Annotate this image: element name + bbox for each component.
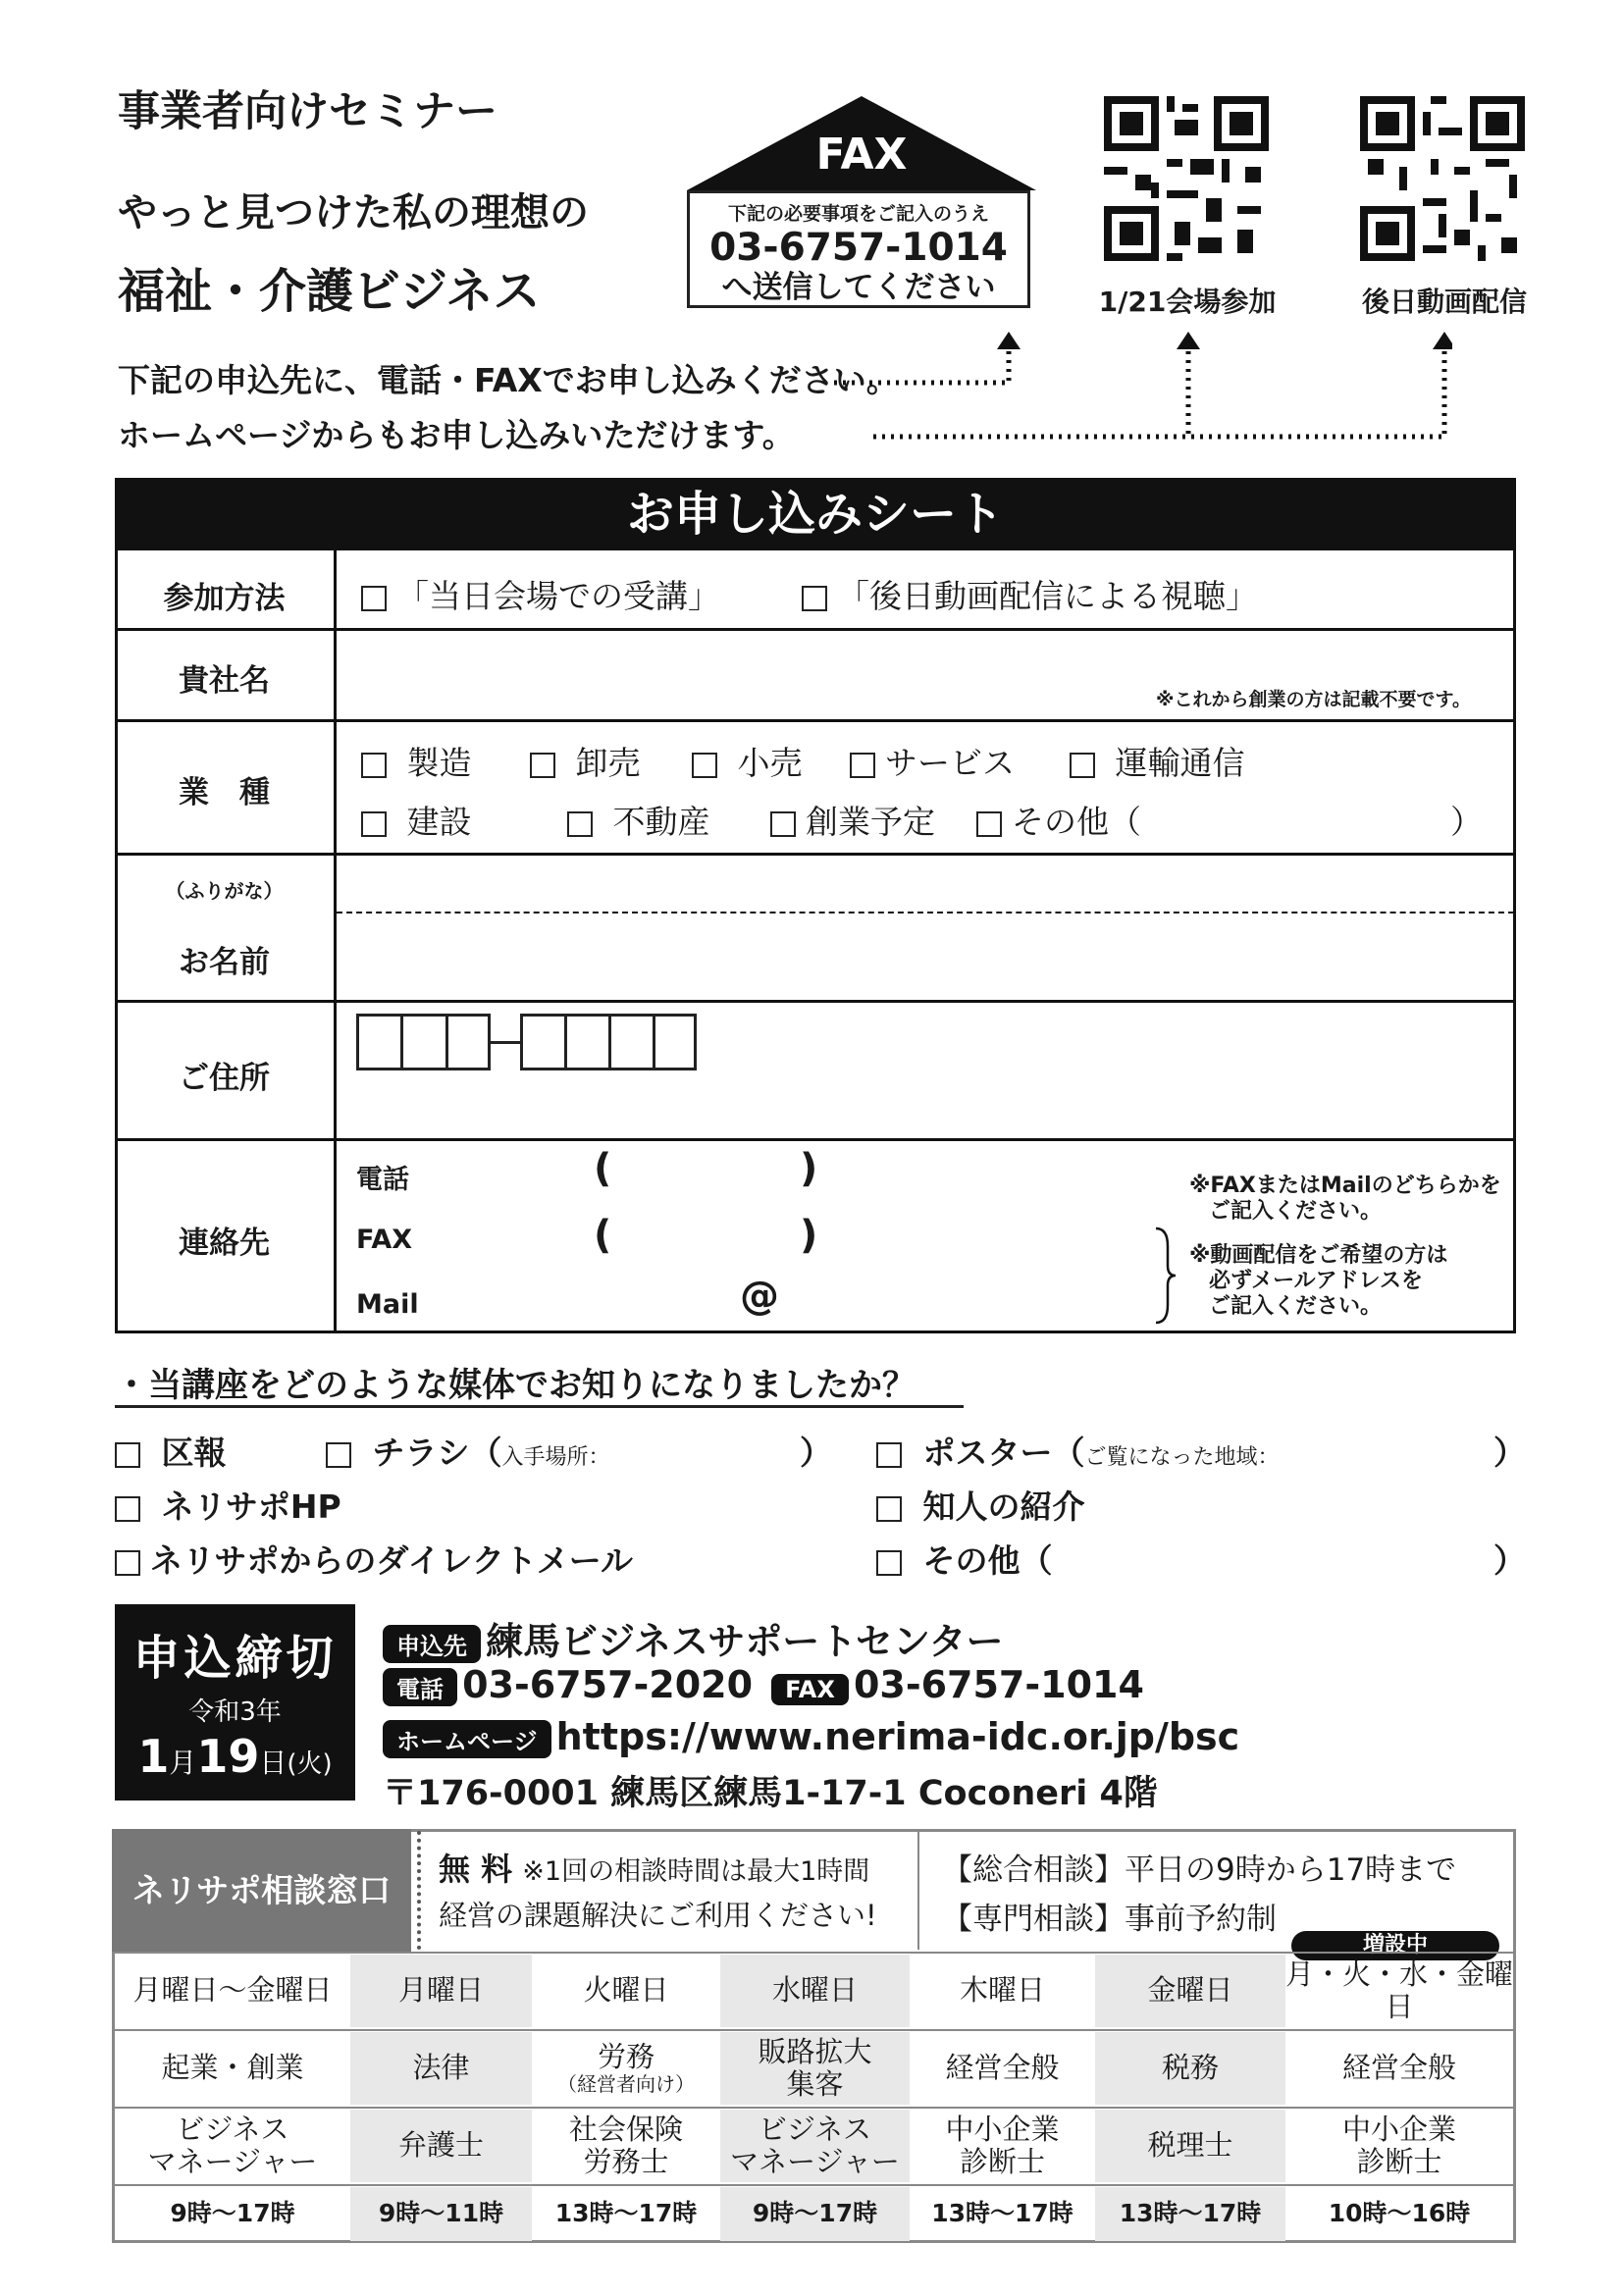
day-label: 月・火・水・金曜日 xyxy=(1285,1957,1514,2023)
deadline-label: 申込締切 xyxy=(132,1631,338,1686)
expert-label: ビジネス xyxy=(176,2112,289,2146)
day-label: 木曜日 xyxy=(959,1973,1045,2008)
consult-cell-days xyxy=(1095,1955,1285,2027)
topic-label: 販路拡大 xyxy=(758,2034,872,2068)
zip-hyphen xyxy=(491,1041,520,1044)
contact-label: 連絡先 xyxy=(179,1226,270,1261)
hours-label: 9時〜17時 xyxy=(752,2199,878,2228)
checkbox[interactable] xyxy=(115,1496,140,1522)
consult-cell-hours xyxy=(115,2187,350,2241)
homepage-link[interactable]: https://www.nerima-idc.or.jp/bsc xyxy=(555,1715,1240,1758)
furigana-label: （ふりがな） xyxy=(165,879,284,903)
apply-to-row xyxy=(383,1611,1004,1665)
media-question: ・当講座をどのような媒体でお知りになりましたか？ xyxy=(115,1366,916,1405)
checkbox[interactable] xyxy=(115,1550,140,1576)
zip-divider xyxy=(445,1014,448,1070)
consult-special: 【専門相談】事前予約制 xyxy=(942,1902,1277,1937)
zip-divider xyxy=(653,1014,655,1070)
fax-instruction-box xyxy=(687,190,1030,308)
expert-label-line2: マネージャー xyxy=(147,2145,318,2178)
furigana-field[interactable] xyxy=(339,858,1511,909)
consult-cell-topics xyxy=(115,2032,350,2105)
grid-line xyxy=(112,2107,1516,2109)
option-label: 卸売 xyxy=(575,744,641,782)
deadline-box xyxy=(115,1604,355,1800)
chirashi-close: ） xyxy=(800,1434,832,1472)
name-field[interactable] xyxy=(339,916,1511,995)
industry-option[interactable] xyxy=(567,797,710,843)
consult-cell-experts xyxy=(910,2110,1095,2182)
note-line: ※FAXまたはMailのどちらかを xyxy=(1189,1174,1501,1198)
checkbox[interactable] xyxy=(567,811,593,837)
fax-instruction-line3: へ送信してください xyxy=(721,270,996,305)
industry-option[interactable] xyxy=(530,738,641,784)
deadline-month-unit: 月 xyxy=(169,1747,197,1779)
zip-divider xyxy=(400,1014,403,1070)
consult-dotted-divider xyxy=(417,1831,421,1950)
zip-divider xyxy=(564,1014,567,1070)
expert-label-line2: 診断士 xyxy=(959,2145,1045,2178)
option-label: 運輸通信 xyxy=(1115,744,1245,782)
fax-instruction-line1: 下記の必要事項をご記入のうえ xyxy=(727,203,989,225)
consult-cell-experts xyxy=(720,2110,910,2182)
qr-caption-venue: 1/21会場参加 xyxy=(1098,286,1277,318)
seminar-title-line1: やっと見つけた私の理想の xyxy=(118,190,589,235)
qr-code-icon[interactable] xyxy=(1104,96,1269,261)
deadline-day: 19 xyxy=(196,1730,260,1783)
checkbox[interactable] xyxy=(976,811,1002,837)
industry-option-other[interactable] xyxy=(976,797,1141,843)
day-label: 月曜日〜金曜日 xyxy=(132,1973,333,2008)
org-name: 練馬ビジネスサポートセンター xyxy=(486,1620,1004,1663)
topic-label: 経営全般 xyxy=(1341,2051,1456,2085)
consult-cell-days xyxy=(720,1955,910,2027)
sheet-divider xyxy=(334,550,337,1333)
option-label: サービス xyxy=(885,744,1015,782)
topic-label: 労務 xyxy=(597,2039,654,2073)
fax-number: 03-6757-1014 xyxy=(709,226,1008,270)
industry-option[interactable] xyxy=(692,738,803,784)
method-option-venue[interactable] xyxy=(361,571,720,617)
address-label: ご住所 xyxy=(179,1061,270,1096)
fax-number-contact: 03-6757-1014 xyxy=(853,1663,1144,1706)
media-option-other[interactable] xyxy=(876,1536,1053,1582)
consult-cell-hours xyxy=(1285,2187,1513,2241)
expert-label: 税理士 xyxy=(1147,2128,1233,2163)
industry-option[interactable] xyxy=(770,797,935,843)
option-label: 不動産 xyxy=(612,803,710,841)
note-line: ご記入ください。 xyxy=(1209,1199,1383,1224)
fax-paren-open: ( xyxy=(594,1213,612,1258)
media-option-poster[interactable] xyxy=(876,1428,1280,1474)
deadline-weekday: (火) xyxy=(287,1749,333,1779)
deadline-date xyxy=(115,1730,355,1783)
checkbox[interactable] xyxy=(876,1442,902,1468)
seminar-title-line2: 福祉・介護ビジネス xyxy=(118,264,541,319)
fax-tag: FAX xyxy=(771,1674,849,1705)
option-label: 「当日会場での受講」 xyxy=(396,577,720,615)
option-label: ネリサポHP xyxy=(161,1487,341,1526)
industry-option[interactable] xyxy=(361,797,472,843)
apply-tag: 申込先 xyxy=(383,1625,481,1663)
dotted-arrows xyxy=(834,324,1452,451)
consult-cell-days xyxy=(910,1955,1095,2027)
day-label: 月曜日 xyxy=(397,1973,484,2008)
checkbox[interactable] xyxy=(850,753,875,778)
free-label: 無 料 xyxy=(439,1851,513,1888)
contact-note-1 xyxy=(1189,1174,1501,1225)
poster-close: ） xyxy=(1493,1434,1526,1472)
option-sublabel: ご覧になった地域： xyxy=(1084,1445,1280,1470)
media-option-dm[interactable] xyxy=(115,1536,633,1582)
option-label: 建設 xyxy=(406,803,472,841)
checkbox[interactable] xyxy=(802,586,827,611)
consult-cell-hours xyxy=(350,2187,532,2241)
consult-cell-days xyxy=(532,1955,720,2027)
consult-cell-experts xyxy=(350,2110,532,2182)
consult-cell-days xyxy=(1285,1955,1513,2027)
consult-cell-hours xyxy=(532,2187,720,2241)
note-line: 必ずメールアドレスを xyxy=(1209,1269,1424,1293)
grid-line xyxy=(112,2184,1516,2186)
consult-cell-experts xyxy=(115,2110,350,2182)
option-label: 創業予定 xyxy=(806,803,935,841)
topic-label: 起業・創業 xyxy=(161,2051,304,2085)
checkbox[interactable] xyxy=(115,1442,140,1468)
tel-fax-row xyxy=(383,1663,1144,1706)
industry-other-close: ） xyxy=(1450,803,1483,841)
checkbox[interactable] xyxy=(1070,753,1095,778)
option-label: 「後日動画配信による視聴」 xyxy=(837,577,1258,615)
consult-free-row xyxy=(439,1845,869,1890)
checkbox[interactable] xyxy=(361,811,387,837)
deadline-day-unit: 日 xyxy=(259,1747,288,1779)
industry-option[interactable] xyxy=(850,738,1015,784)
method-option-video[interactable] xyxy=(802,571,1258,617)
hours-label: 13時〜17時 xyxy=(931,2199,1073,2228)
checkbox[interactable] xyxy=(876,1496,902,1522)
consult-cell-topics xyxy=(350,2032,532,2105)
option-label: 小売 xyxy=(737,744,803,782)
day-label: 金曜日 xyxy=(1147,1973,1233,2008)
expert-label-line2: 労務士 xyxy=(583,2145,669,2178)
hours-label: 9時〜17時 xyxy=(170,2199,295,2228)
day-label: 火曜日 xyxy=(583,1973,669,2008)
media-option-hp[interactable] xyxy=(115,1482,341,1528)
option-label: その他（ xyxy=(922,1541,1053,1580)
company-label: 貴社名 xyxy=(179,663,270,699)
option-label: 製造 xyxy=(406,744,472,782)
consult-free-line2: 経営の課題解決にご利用ください! xyxy=(439,1899,877,1932)
consult-cell-topics xyxy=(532,2032,720,2105)
homepage-row xyxy=(383,1715,1239,1758)
industry-option[interactable] xyxy=(361,738,472,784)
option-label: ネリサポからのダイレクトメール xyxy=(150,1541,634,1580)
row-divider xyxy=(115,628,1516,631)
postal-code-first[interactable] xyxy=(356,1014,491,1070)
note-line: ご記入ください。 xyxy=(1209,1294,1383,1319)
company-note: ※これから創業の方は記載不要です。 xyxy=(1156,689,1471,710)
expert-label: 弁護士 xyxy=(397,2128,484,2163)
fax-paren-close: ) xyxy=(800,1213,818,1258)
seminar-category: 事業者向けセミナー xyxy=(118,87,497,136)
consult-cell-topics xyxy=(910,2032,1095,2105)
consult-cell-topics xyxy=(1285,2032,1513,2105)
media-option-kuho[interactable] xyxy=(115,1428,227,1474)
mail-label: Mail xyxy=(356,1289,419,1320)
brace-shape xyxy=(1152,1226,1178,1325)
checkbox[interactable] xyxy=(361,753,387,778)
day-label: 水曜日 xyxy=(771,1973,858,2008)
phone-paren-close: ) xyxy=(800,1146,818,1191)
hours-label: 13時〜17時 xyxy=(1119,2199,1262,2228)
hp-tag: ホームページ xyxy=(383,1720,551,1758)
option-label: チラシ（ xyxy=(372,1434,502,1472)
media-option-intro[interactable] xyxy=(876,1482,1085,1528)
topic-label: 法律 xyxy=(412,2051,470,2085)
option-label: 区報 xyxy=(161,1434,227,1472)
topic-label: 税務 xyxy=(1161,2051,1219,2085)
checkbox[interactable] xyxy=(876,1550,902,1576)
tel-number: 03-6757-2020 xyxy=(462,1663,754,1706)
expert-label: 中小企業 xyxy=(945,2112,1060,2146)
checkbox[interactable] xyxy=(530,753,555,778)
consult-general: 【総合相談】平日の9時から17時まで xyxy=(942,1852,1457,1888)
checkbox[interactable] xyxy=(770,811,796,837)
address-field[interactable] xyxy=(339,1079,1511,1133)
consult-cell-topics xyxy=(720,2032,910,2105)
intro-line2: ホームページからもお申し込みいただけます。 xyxy=(118,416,795,454)
name-label: お名前 xyxy=(179,945,270,980)
industry-option[interactable] xyxy=(1070,738,1245,784)
consult-cell-hours xyxy=(1095,2187,1285,2241)
sheet-heading: お申し込みシート xyxy=(115,478,1516,550)
other-close: ） xyxy=(1493,1541,1526,1580)
consult-cell-topics xyxy=(1095,2032,1285,2105)
hours-label: 13時〜17時 xyxy=(554,2199,698,2228)
expert-label: 中小企業 xyxy=(1341,2112,1456,2146)
mail-field[interactable] xyxy=(446,1281,1133,1331)
consult-divider xyxy=(917,1831,919,1950)
intro-line1: 下記の申込先に、電話・FAXでお申し込みください。 xyxy=(118,361,899,399)
hours-label: 10時〜16時 xyxy=(1328,2199,1471,2228)
hours-label: 9時〜11時 xyxy=(378,2199,504,2228)
topic-sublabel: 集客 xyxy=(786,2067,844,2101)
consult-cell-days xyxy=(350,1955,532,2027)
industry-label: 業 種 xyxy=(179,775,270,810)
tel-tag: 電話 xyxy=(383,1668,457,1706)
consult-cell-experts xyxy=(1285,2110,1513,2182)
expert-label: ビジネス xyxy=(758,2112,872,2146)
consult-cell-hours xyxy=(910,2187,1095,2241)
row-divider xyxy=(115,719,1516,722)
row-divider xyxy=(115,853,1516,856)
phone-label: 電話 xyxy=(356,1165,409,1195)
media-question-underline xyxy=(115,1405,964,1408)
checkbox[interactable] xyxy=(326,1442,351,1468)
expert-label-line2: 診断士 xyxy=(1356,2145,1442,2178)
checkbox[interactable] xyxy=(361,586,387,611)
expert-label: 社会保険 xyxy=(568,2112,683,2146)
option-sublabel: 入手場所： xyxy=(501,1445,610,1470)
option-label: その他（ xyxy=(1012,803,1141,841)
fax-title: FAX xyxy=(815,130,908,180)
checkbox[interactable] xyxy=(692,753,717,778)
deadline-month: 1 xyxy=(137,1730,170,1783)
qr-code-icon[interactable] xyxy=(1360,96,1525,261)
note-line: ※動画配信をご希望の方は xyxy=(1189,1243,1448,1268)
fax-field[interactable] xyxy=(446,1217,1133,1266)
consult-cell-days xyxy=(115,1955,350,2027)
row-divider xyxy=(115,1138,1516,1141)
row-divider xyxy=(115,1000,1516,1003)
method-label: 参加方法 xyxy=(163,581,286,616)
furigana-divider xyxy=(337,912,1514,913)
consult-cell-hours xyxy=(720,2187,910,2241)
phone-paren-open: ( xyxy=(594,1146,612,1191)
free-note: ※1回の相談時間は最大1時間 xyxy=(522,1856,870,1887)
deadline-era: 令和3年 xyxy=(188,1697,282,1727)
expanding-badge: 増設中 xyxy=(1291,1931,1499,1960)
contact-note-2 xyxy=(1189,1243,1447,1320)
phone-field[interactable] xyxy=(446,1150,1133,1199)
grid-line xyxy=(112,1952,1516,1954)
consult-cell-experts xyxy=(532,2110,720,2182)
postal-address: 〒176-0001 練馬区練馬1-17-1 Coconeri 4階 xyxy=(383,1774,1158,1813)
fax-label: FAX xyxy=(356,1225,413,1255)
option-label: 知人の紹介 xyxy=(922,1487,1085,1526)
mail-at-sign: @ xyxy=(740,1274,779,1319)
consult-cell-experts xyxy=(1095,2110,1285,2182)
grid-line xyxy=(112,2029,1516,2031)
topic-sublabel: （経営者向け） xyxy=(557,2072,695,2097)
topic-label: 経営全般 xyxy=(945,2051,1060,2085)
zip-divider xyxy=(608,1014,611,1070)
option-label: ポスター（ xyxy=(922,1434,1085,1472)
qr-caption-video: 後日動画配信 xyxy=(1361,286,1527,318)
expert-label-line2: マネージャー xyxy=(730,2145,900,2178)
consult-heading: ネリサポ相談窓口 xyxy=(112,1829,411,1952)
media-option-chirashi[interactable] xyxy=(326,1428,610,1474)
